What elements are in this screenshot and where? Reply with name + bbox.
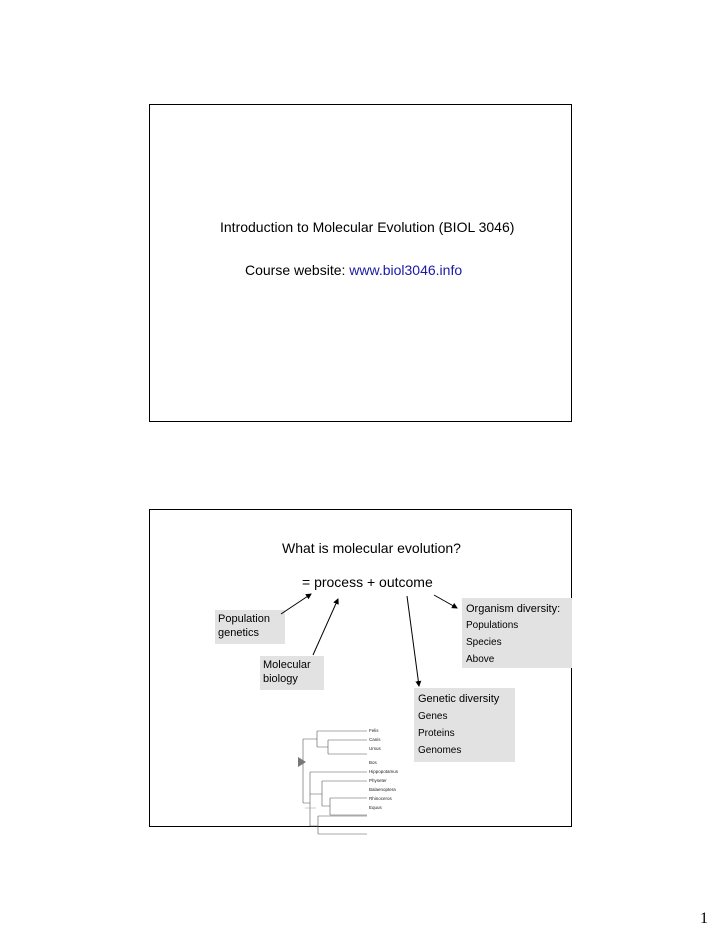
course-website-label: Course website: [245,262,350,278]
genetic-diversity-heading: Genetic diversity [418,693,500,705]
course-website-line [245,262,462,278]
tree-taxon-balaenoptera: Balaenoptera [369,787,396,792]
organism-item-populations: Populations [466,620,519,631]
course-website-link[interactable]: www.biol3046.info [349,262,463,278]
tree-taxon-hippopotamus: Hippopotamus [369,769,399,774]
molecular-biology-line-2: biology [263,673,298,685]
organism-diversity-heading: Organism diversity: [466,603,561,615]
tree-taxon-physeter: Physeter [369,778,387,783]
tree-taxon-canis: Canis [369,737,381,742]
population-genetics-line-1: Population [218,613,270,625]
tree-taxon-equus: Equus [369,805,382,810]
tree-taxon-ursus: Ursus [369,746,381,751]
process-outcome-equation: = process + outcome [302,574,433,590]
genetic-item-genes: Genes [418,711,448,722]
slide-1-title: Introduction to Molecular Evolution (BIOL 3046) [220,219,515,235]
genetic-item-proteins: Proteins [418,728,455,739]
phylogenetic-tree [150,510,573,828]
molecular-biology-line-1: Molecular [263,659,311,671]
tree-taxon-rhinoceros: Rhinoceros [369,796,392,801]
organism-item-above: Above [466,654,495,665]
population-genetics-line-2: genetics [218,627,259,639]
slide-2-title: What is molecular evolution? [282,540,461,556]
tree-taxon-bos: Bos [369,760,377,765]
slide-2 [149,509,572,827]
tree-taxon-felis: Felis [369,728,379,733]
genetic-item-genomes: Genomes [418,745,462,756]
organism-item-species: Species [466,637,502,648]
tree-root-marker-icon [298,757,306,767]
slide-1 [149,104,572,422]
page-number: 1 [700,910,708,927]
